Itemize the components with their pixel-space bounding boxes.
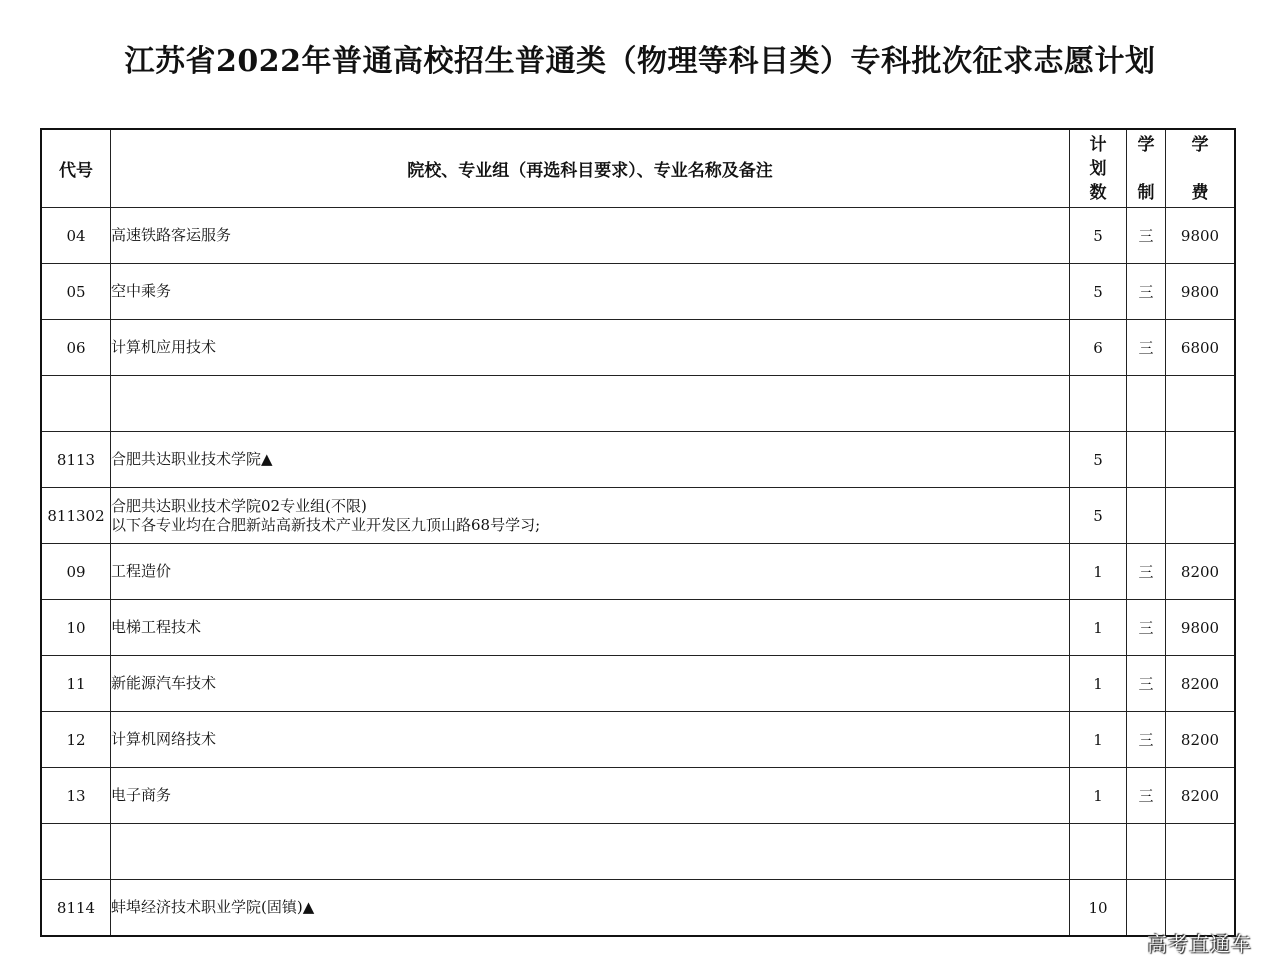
- cell-fee: 9800: [1166, 264, 1236, 320]
- table-row-empty: [41, 376, 1235, 432]
- cell-system: [1127, 488, 1166, 544]
- header-system: [1127, 129, 1166, 208]
- cell-code: 09: [41, 544, 111, 600]
- cell-name-text: 计算机应用技术: [111, 338, 217, 356]
- cell-fee: 8200: [1166, 768, 1236, 824]
- cell-code: 06: [41, 320, 111, 376]
- page-title: 江苏省2022年普通高校招生普通类（物理等科目类）专科批次征求志愿计划: [124, 44, 1156, 79]
- table-header-row: [41, 129, 1235, 208]
- cell-fee: 9800: [1166, 600, 1236, 656]
- cell-name-text: 合肥共达职业技术学院▲: [111, 450, 273, 468]
- cell-name: [111, 208, 1070, 264]
- watermark-logo: 高考直通车: [1147, 932, 1252, 956]
- cell-fee: [1166, 488, 1236, 544]
- table-row: [41, 544, 1235, 600]
- header-system-char: 制: [1137, 182, 1155, 203]
- header-plan-char: 计: [1089, 134, 1107, 155]
- cell-system: 三: [1127, 768, 1166, 824]
- cell-name: [111, 544, 1070, 600]
- table-row: [41, 600, 1235, 656]
- table-row-group: [41, 488, 1235, 544]
- cell-name: [111, 376, 1070, 432]
- cell-fee: 8200: [1166, 544, 1236, 600]
- cell-system: 三: [1127, 320, 1166, 376]
- cell-system: 三: [1127, 712, 1166, 768]
- table-row: [41, 320, 1235, 376]
- cell-name: [111, 488, 1070, 544]
- table-row: [41, 712, 1235, 768]
- cell-plan: 10: [1070, 880, 1127, 937]
- table-row: [41, 264, 1235, 320]
- cell-plan: 6: [1070, 320, 1127, 376]
- header-plan-char: 数: [1089, 182, 1107, 203]
- cell-system: 三: [1127, 264, 1166, 320]
- cell-code: 8114: [41, 880, 111, 937]
- cell-name-text: 空中乘务: [111, 282, 172, 300]
- header-fee-char: 学: [1191, 134, 1209, 155]
- cell-plan: [1070, 824, 1127, 880]
- header-fee-char: 费: [1191, 182, 1209, 203]
- cell-code: 05: [41, 264, 111, 320]
- cell-system: 三: [1127, 656, 1166, 712]
- cell-plan: 5: [1070, 432, 1127, 488]
- cell-name: [111, 824, 1070, 880]
- header-fee: [1166, 129, 1236, 208]
- cell-code: 811302: [41, 488, 111, 544]
- cell-code: 13: [41, 768, 111, 824]
- cell-fee: 9800: [1166, 208, 1236, 264]
- cell-name: [111, 264, 1070, 320]
- table-row: [41, 208, 1235, 264]
- cell-name-text: 合肥共达职业技术学院02专业组(不限): [111, 496, 367, 515]
- header-plan-char: 划: [1089, 158, 1107, 179]
- cell-fee: 6800: [1166, 320, 1236, 376]
- cell-fee: 8200: [1166, 712, 1236, 768]
- cell-name: [111, 880, 1070, 937]
- cell-plan: 1: [1070, 544, 1127, 600]
- cell-name: [111, 320, 1070, 376]
- header-name: 院校、专业组（再选科目要求）、专业名称及备注: [111, 129, 1070, 208]
- cell-code: 12: [41, 712, 111, 768]
- cell-code: [41, 824, 111, 880]
- table-row: [41, 768, 1235, 824]
- cell-plan: 5: [1070, 488, 1127, 544]
- table-row-school: [41, 880, 1235, 937]
- cell-system: 三: [1127, 208, 1166, 264]
- cell-name: [111, 600, 1070, 656]
- cell-name-text: 计算机网络技术: [111, 730, 217, 748]
- cell-code: 04: [41, 208, 111, 264]
- cell-system: [1127, 432, 1166, 488]
- cell-system: 三: [1127, 600, 1166, 656]
- table-row-empty: [41, 824, 1235, 880]
- cell-name-text: 电梯工程技术: [111, 618, 202, 636]
- cell-system: 三: [1127, 544, 1166, 600]
- cell-plan: 1: [1070, 768, 1127, 824]
- cell-fee: 8200: [1166, 656, 1236, 712]
- cell-code: 8113: [41, 432, 111, 488]
- cell-fee: [1166, 376, 1236, 432]
- cell-code: 10: [41, 600, 111, 656]
- cell-plan: 5: [1070, 264, 1127, 320]
- cell-name-text: 蚌埠经济技术职业学院(固镇)▲: [111, 898, 315, 916]
- cell-name: [111, 768, 1070, 824]
- header-plan: [1070, 129, 1127, 208]
- cell-name-text: 工程造价: [111, 562, 172, 580]
- cell-plan: 1: [1070, 656, 1127, 712]
- cell-code: [41, 376, 111, 432]
- table-row-school: [41, 432, 1235, 488]
- table-row: [41, 656, 1235, 712]
- cell-code: 11: [41, 656, 111, 712]
- cell-name: [111, 432, 1070, 488]
- header-system-char: 学: [1137, 134, 1155, 155]
- header-code: 代号: [41, 129, 111, 208]
- cell-plan: 5: [1070, 208, 1127, 264]
- cell-fee: [1166, 432, 1236, 488]
- cell-name: [111, 656, 1070, 712]
- cell-system: [1127, 824, 1166, 880]
- cell-name-text: 高速铁路客运服务: [111, 226, 232, 244]
- cell-name-note: 以下各专业均在合肥新站高新技术产业开发区九顶山路68号学习;: [111, 515, 541, 534]
- cell-name: [111, 712, 1070, 768]
- cell-fee: [1166, 824, 1236, 880]
- cell-plan: 1: [1070, 712, 1127, 768]
- cell-name-text: 新能源汽车技术: [111, 674, 217, 692]
- cell-plan: 1: [1070, 600, 1127, 656]
- cell-name-text: 电子商务: [111, 786, 172, 804]
- plan-table: [40, 128, 1236, 937]
- cell-plan: [1070, 376, 1127, 432]
- cell-system: [1127, 376, 1166, 432]
